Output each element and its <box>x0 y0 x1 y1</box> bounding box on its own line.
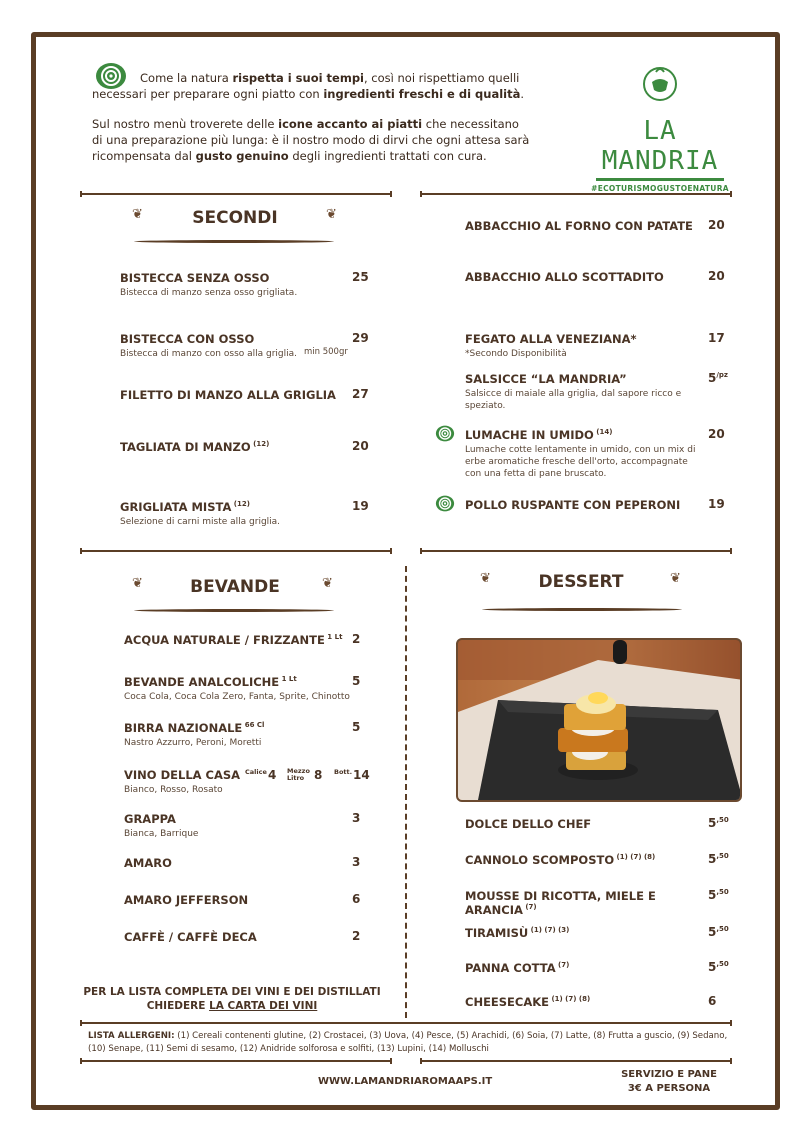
menu-item <box>120 271 360 299</box>
menu-item <box>465 270 700 284</box>
menu-item-title: TIRAMISÙ <box>465 926 529 940</box>
price-value: 5 <box>708 960 717 974</box>
price-value: 5 <box>708 816 717 830</box>
menu-item-note: min 500gr <box>304 347 348 357</box>
intro-paragraph-1 <box>92 70 532 102</box>
menu-item-title: AMARO <box>124 856 172 870</box>
menu-item-title: DOLCE DELLO CHEF <box>465 817 592 831</box>
allergen-code: (12) <box>231 500 250 509</box>
menu-item-price <box>708 269 725 283</box>
wine-list-note <box>82 985 382 1013</box>
menu-item-title: MOUSSE DI RICOTTA, MIELE E ARANCIA <box>465 889 656 917</box>
menu-item-description: Bianco, Rosso, Rosato <box>124 785 223 795</box>
allergen-text: (1) Cereali contenenti glutine, (2) Crostacei, (3) Uova, (4) Pesce, (5) Arachidi, (6) Soia, (7) Latte, (8) Frutta a guscio, (9) Sedano, (10) Senape, (11) Semi di sesamo, (12) Anidride solforosa e solfiti, (13) Lupini, (14) Molluschi <box>88 1031 728 1054</box>
menu-item-name <box>120 332 360 346</box>
price-decimal: ,50 <box>716 888 729 896</box>
menu-item <box>124 893 354 907</box>
menu-item-description: Nastro Azzurro, Peroni, Moretti <box>124 738 262 748</box>
menu-item-price <box>708 852 729 866</box>
intro-run: . <box>520 87 525 101</box>
price-decimal: ,50 <box>716 925 729 933</box>
snail-icon <box>435 425 455 442</box>
price-value: 5 <box>708 852 717 866</box>
menu-item-description: Bistecca di manzo senza osso grigliata. <box>120 288 298 298</box>
section-title-secondi: SECONDI <box>192 208 278 228</box>
service-note <box>612 1068 726 1096</box>
menu-item-title: FEGATO ALLA VENEZIANA* <box>465 332 637 346</box>
menu-item-price <box>708 960 729 974</box>
intro-text <box>92 70 532 178</box>
price-value: 5 <box>708 888 717 902</box>
menu-item-title: LUMACHE IN UMIDO <box>465 428 594 442</box>
menu-item-price <box>708 888 729 902</box>
website-link[interactable]: WWW.LAMANDRIAROMAAPS.IT <box>318 1076 493 1087</box>
title-underline <box>482 608 682 611</box>
menu-item-title: SALSICCE “LA MANDRIA” <box>465 372 627 386</box>
menu-item-name <box>120 388 360 402</box>
menu-item <box>465 853 710 867</box>
allergen-code: (1) (7) (3) <box>528 926 570 935</box>
menu-item-name <box>124 930 354 944</box>
allergen-code: 1 Lt <box>279 675 297 684</box>
wine-calice-label: Calice <box>245 768 267 776</box>
menu-item <box>120 500 360 528</box>
dessert-photo <box>456 638 742 802</box>
menu-item-name <box>124 893 354 907</box>
menu-item <box>465 332 700 360</box>
divider <box>80 1022 732 1024</box>
price-decimal: ,50 <box>716 816 729 824</box>
price-value: 20 <box>708 269 725 283</box>
menu-item <box>120 440 360 454</box>
price-value: 29 <box>352 331 369 345</box>
menu-item <box>124 721 354 749</box>
divider <box>80 193 392 195</box>
menu-item-name <box>124 812 354 826</box>
cow-logo-icon <box>642 64 678 104</box>
menu-item-name <box>465 889 710 917</box>
intro-run: rispetta i suoi tempi <box>232 71 364 85</box>
menu-item-name <box>465 926 710 940</box>
service-line-2: 3€ A PERSONA <box>627 1083 711 1094</box>
allergen-code: (1) (7) (8) <box>549 995 591 1004</box>
menu-item-title: CAFFÈ / CAFFÈ DECA <box>124 930 257 944</box>
intro-run: che necessitano di una preparazione più lunga: è il nostro modo di dirvi che ogni attesa sarà ricompensata dal <box>92 117 530 163</box>
section-title-bevande: BEVANDE <box>190 577 280 597</box>
price-value: 5 <box>352 720 361 734</box>
price-value: 2 <box>352 632 361 646</box>
menu-item-price <box>708 218 725 232</box>
intro-run: ingredienti freschi e di qualità <box>323 87 521 101</box>
menu-item-name <box>124 675 354 689</box>
menu-item-name <box>465 817 710 831</box>
price-value: 3 <box>352 855 361 869</box>
menu-item-price <box>352 331 369 345</box>
menu-item <box>465 995 710 1009</box>
price-value: 2 <box>352 929 361 943</box>
flourish-icon: ❦ <box>322 576 333 591</box>
menu-item <box>124 930 354 944</box>
intro-run: Come la natura <box>140 71 233 85</box>
menu-item-description: *Secondo Disponibilità <box>465 349 567 359</box>
allergen-list <box>88 1030 728 1056</box>
menu-item-name <box>124 856 354 870</box>
menu-item-title: BIRRA NAZIONALE <box>124 721 243 735</box>
price-value: 20 <box>708 427 725 441</box>
menu-item-title: CANNOLO SCOMPOSTO <box>465 853 615 867</box>
menu-item-price <box>352 632 360 646</box>
price-decimal: ,50 <box>716 852 729 860</box>
price-value: 6 <box>708 994 717 1008</box>
menu-item <box>465 498 700 512</box>
wine-mezzo-label: Mezzo Litro <box>287 767 310 782</box>
logo-tagline: #ECOTURISMOGUSTOENATURA <box>591 184 729 193</box>
menu-item-title: BEVANDE ANALCOLICHE <box>124 675 280 689</box>
menu-item-title: ABBACCHIO ALLO SCOTTADITO <box>465 270 664 284</box>
price-value: 3 <box>352 811 361 825</box>
menu-item <box>124 812 354 840</box>
menu-item-description: Bistecca di manzo con osso alla griglia. <box>120 349 298 359</box>
price-value: 20 <box>352 439 369 453</box>
allergen-code: (12) <box>250 440 270 449</box>
menu-item-description: Bianca, Barrique <box>124 829 199 839</box>
price-value: 20 <box>708 218 725 232</box>
menu-item-name <box>120 440 360 454</box>
divider <box>80 550 392 552</box>
logo-name: LA MANDRIA <box>601 116 719 176</box>
title-underline <box>134 609 334 612</box>
menu-item <box>124 856 354 870</box>
menu-item-name <box>465 270 700 284</box>
wine-mezzo-price: 8 <box>314 768 323 782</box>
menu-item-name <box>120 271 360 285</box>
menu-item-price <box>708 331 725 345</box>
price-value: 17 <box>708 331 725 345</box>
section-title-dessert: DESSERT <box>538 572 624 592</box>
wine-list-line-2 <box>82 999 382 1013</box>
menu-item <box>124 633 354 647</box>
wine-list-line-1: PER LA LISTA COMPLETA DEI VINI E DEI DISTILLATI <box>83 986 381 998</box>
menu-item <box>465 219 700 233</box>
menu-item-price <box>352 929 360 943</box>
menu-item-price <box>352 387 369 401</box>
wine-bott-price: 14 <box>353 768 370 782</box>
price-value: 5 <box>708 925 717 939</box>
column-separator <box>405 566 407 1018</box>
menu-item-title: GRAPPA <box>124 812 176 826</box>
intro-run: Sul nostro menù troverete delle <box>92 117 279 131</box>
menu-item-description: Coca Cola, Coca Cola Zero, Fanta, Sprite, Chinotto <box>124 692 350 702</box>
divider <box>80 1060 392 1062</box>
menu-item-description: Lumache cotte lentamente in umido, con un mix di erbe aromatiche fresche dell'orto, accompagnate con una fetta di pane bruscato. <box>465 445 696 479</box>
menu-item-price <box>352 499 369 513</box>
intro-run: icone accanto ai piatti <box>278 117 423 131</box>
wine-list-link[interactable]: LA CARTA DEI VINI <box>209 1000 318 1012</box>
menu-item-name <box>120 500 360 514</box>
flourish-icon: ❦ <box>132 207 143 222</box>
menu-item <box>465 926 710 940</box>
price-value: 19 <box>708 497 725 511</box>
menu-item-title: ABBACCHIO AL FORNO CON PATATE <box>465 219 693 233</box>
price-decimal: ,50 <box>716 960 729 968</box>
wine-list-line-2a: CHIEDERE <box>146 1000 210 1012</box>
menu-item-title: ACQUA NATURALE / FRIZZANTE <box>124 633 325 647</box>
price-value: 27 <box>352 387 369 401</box>
intro-run: , così noi rispettiamo quelli necessari per preparare ogni piatto con <box>92 71 520 101</box>
menu-item-price <box>708 994 716 1008</box>
wine-calice-price: 4 <box>268 768 277 782</box>
menu-item-title: FILETTO DI MANZO ALLA GRIGLIA <box>120 388 336 402</box>
flourish-icon: ❦ <box>480 571 491 586</box>
allergen-code: (14) <box>593 428 613 437</box>
menu-item-price <box>352 270 369 284</box>
menu-item-name <box>124 633 354 647</box>
divider <box>420 550 732 552</box>
menu-item-name <box>465 428 700 442</box>
menu-item-description: Selezione di carni miste alla griglia. <box>120 517 281 527</box>
menu-item-name <box>465 498 700 512</box>
menu-item-price <box>708 427 725 441</box>
menu-item <box>465 889 710 917</box>
title-underline <box>134 240 334 243</box>
flourish-icon: ❦ <box>326 207 337 222</box>
menu-item <box>465 428 700 480</box>
wine-bott-label: Bott. <box>334 768 353 776</box>
intro-run: gusto genuino <box>195 149 289 163</box>
menu-item-price <box>352 855 360 869</box>
brand-logo <box>590 64 730 193</box>
menu-item-name <box>465 332 700 346</box>
menu-item-price <box>708 497 725 511</box>
menu-item <box>124 675 354 703</box>
price-value: 6 <box>352 892 361 906</box>
price-value: 25 <box>352 270 369 284</box>
price-value: 5 <box>352 674 361 688</box>
menu-item-title: VINO DELLA CASA <box>124 768 241 782</box>
menu-item <box>465 961 710 975</box>
flourish-icon: ❦ <box>670 571 681 586</box>
divider <box>420 1060 732 1062</box>
menu-item-price <box>352 439 369 453</box>
menu-item-title: PANNA COTTA <box>465 961 556 975</box>
menu-item-title: TAGLIATA DI MANZO <box>120 440 251 454</box>
menu-item <box>465 817 710 831</box>
menu-item-title: BISTECCA CON OSSO <box>120 332 255 346</box>
allergen-code: (7) <box>555 961 570 970</box>
intro-run: degli ingredienti trattati con cura. <box>288 149 487 163</box>
menu-item-price <box>352 811 360 825</box>
menu-item-title: POLLO RUSPANTE CON PEPERONI <box>465 498 681 512</box>
menu-item-price <box>708 816 729 830</box>
menu-item-price <box>708 371 728 385</box>
allergen-code: (7) <box>522 903 537 912</box>
menu-item <box>465 372 700 412</box>
menu-item-title: BISTECCA SENZA OSSO <box>120 271 270 285</box>
price-value: 19 <box>352 499 369 513</box>
menu-item-name <box>465 995 710 1009</box>
allergen-code: (1) (7) (8) <box>614 853 656 862</box>
allergen-code: 1 Lt <box>324 633 343 642</box>
menu-item-name <box>465 853 710 867</box>
menu-item-title: GRIGLIATA MISTA <box>120 500 232 514</box>
allergen-label: LISTA ALLERGENI: <box>88 1031 175 1041</box>
menu-item-name <box>465 961 710 975</box>
price-value: 5 <box>708 371 717 385</box>
service-line-1: SERVIZIO E PANE <box>621 1069 717 1080</box>
menu-item-price <box>352 720 360 734</box>
menu-item-price <box>708 925 729 939</box>
menu-item-description: Salsicce di maiale alla griglia, dal sapore ricco e speziato. <box>465 389 682 411</box>
divider <box>420 193 732 195</box>
menu-item <box>120 388 360 402</box>
flourish-icon: ❦ <box>132 576 143 591</box>
menu-item-title: AMARO JEFFERSON <box>124 893 249 907</box>
menu-item-name <box>465 372 700 386</box>
menu-item-name <box>124 721 354 735</box>
menu-item-title: CHEESECAKE <box>465 995 550 1009</box>
menu-item-price <box>352 892 360 906</box>
menu-item-name <box>465 219 700 233</box>
dessert-photo-image <box>458 640 742 802</box>
intro-paragraph-2 <box>92 116 532 164</box>
price-decimal: /pz <box>716 371 729 379</box>
menu-item-price <box>352 674 360 688</box>
allergen-code: 66 Cl <box>242 721 265 730</box>
snail-icon <box>435 495 455 512</box>
